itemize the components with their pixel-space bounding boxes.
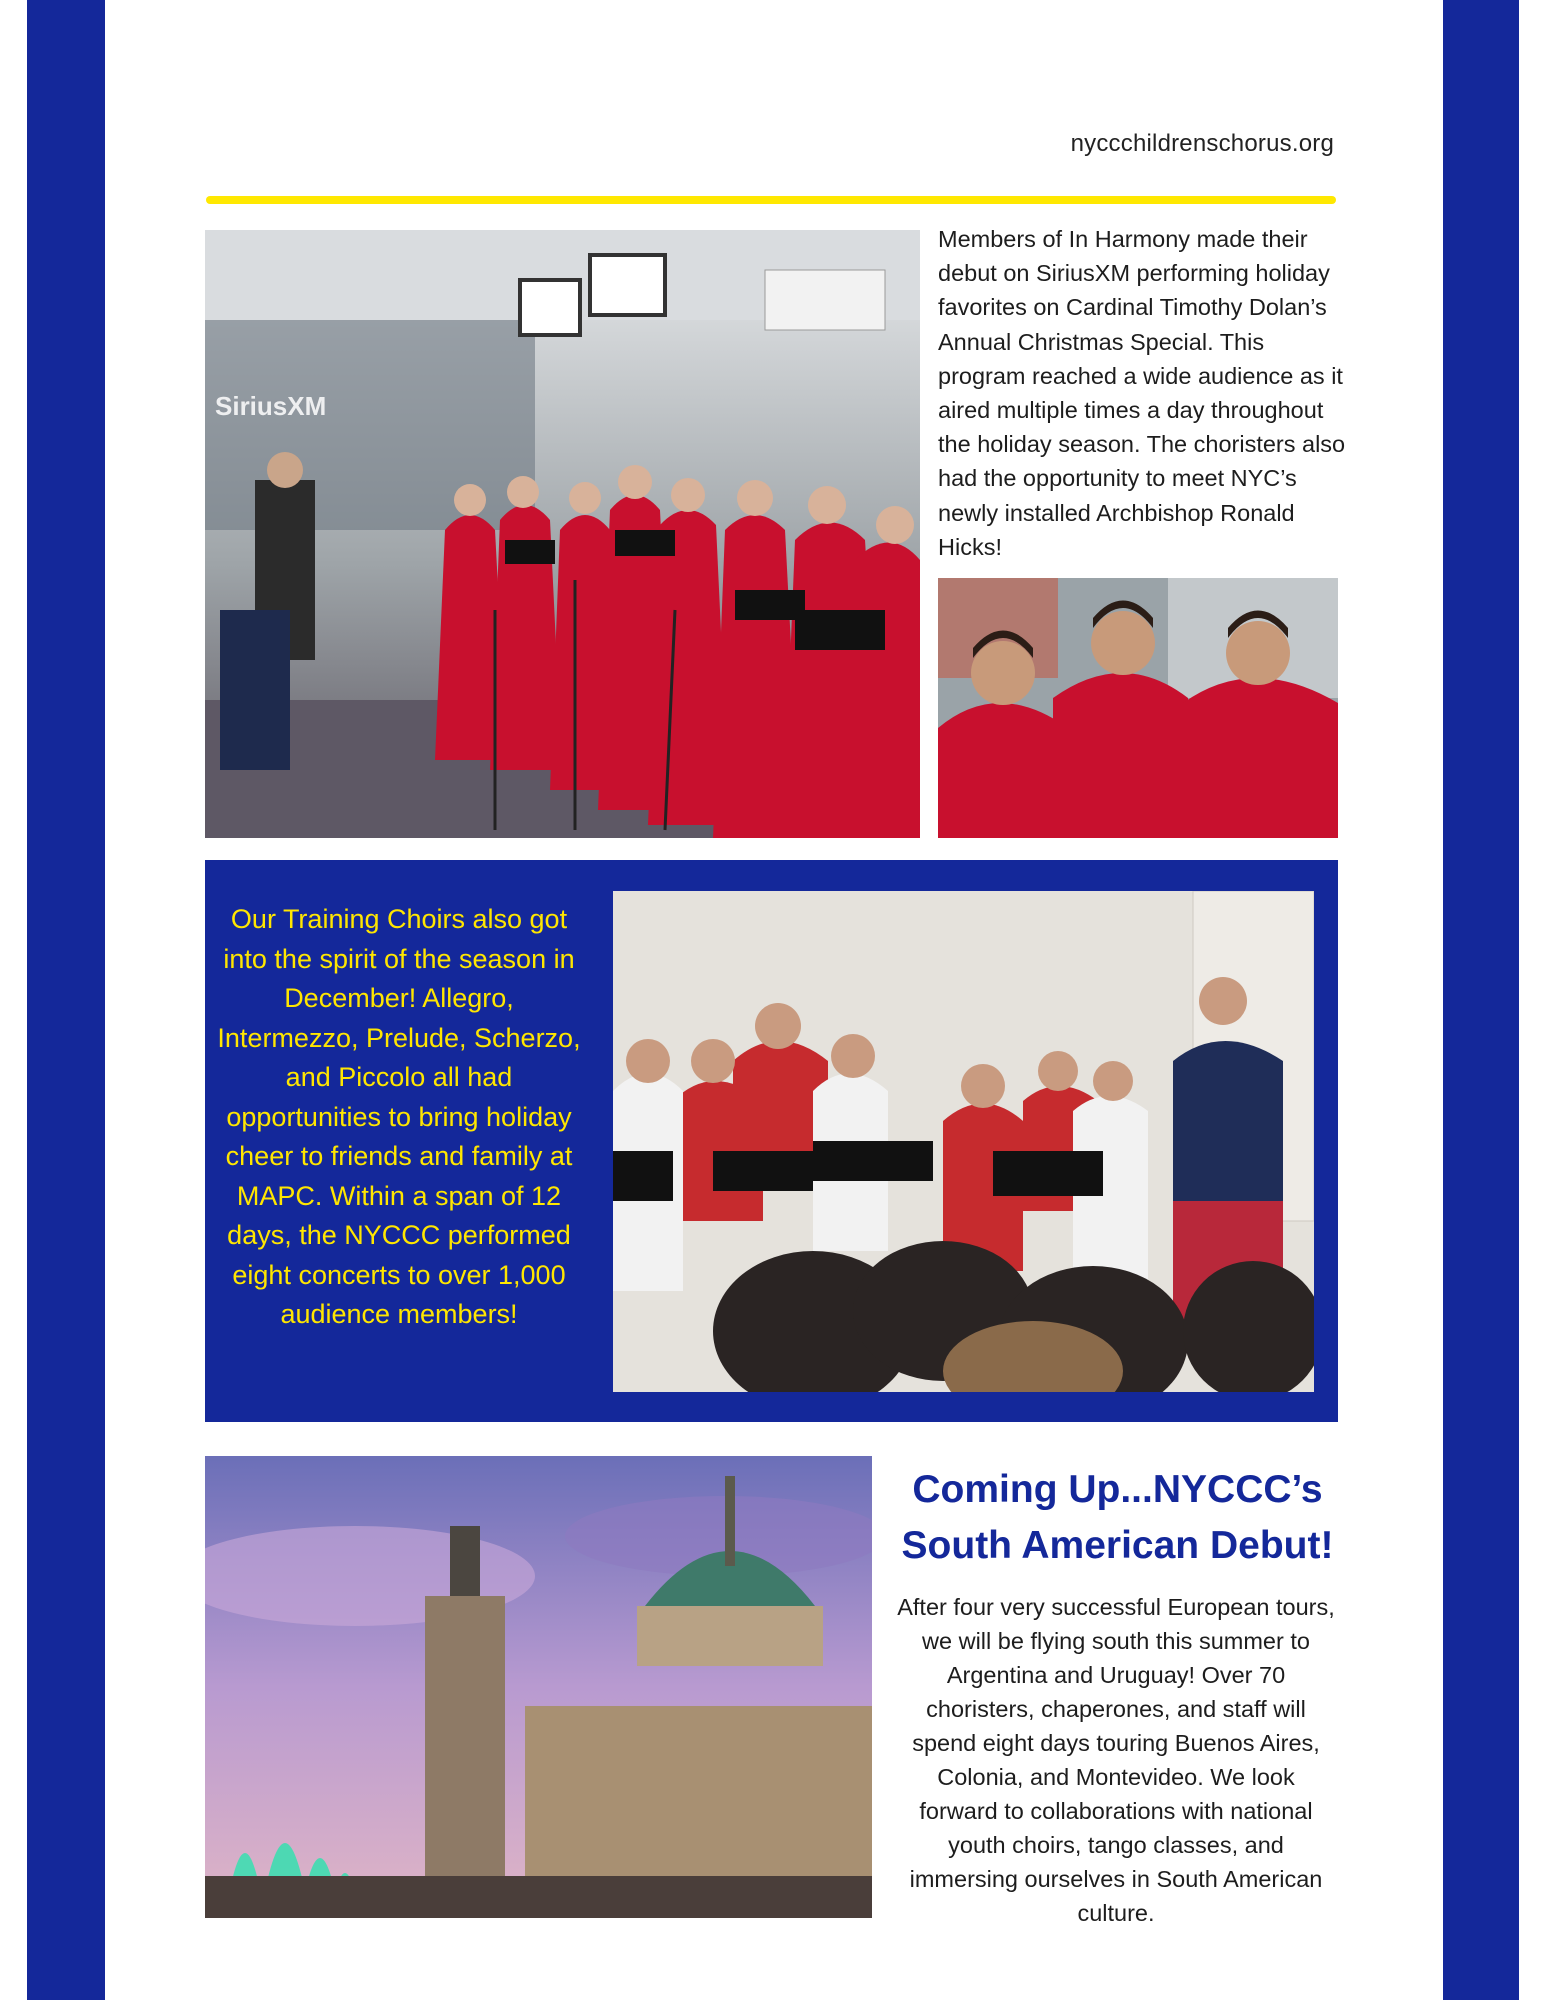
siriusxm-paragraph: Members of In Harmony made their debut on SiriusXM performing holiday favorites on Cardinal Timothy Dolan’s Annual Christmas Special. This program reached a wide audience as it aired multiple times a day throughout the holiday season. The choristers also had the opportunity to meet NYC’s newly installed Archbishop Ronald Hicks! [938, 226, 1346, 560]
coming-up-paragraph: After four very successful European tours, we will be flying south this summer to Argentina and Uruguay! Over 70 choristers, chaperones, and staff will spend eight days touring Buenos Aires, Colonia, and Montevideo. We look forward to collaborations with national youth choirs, tango classes, and immersing ourselves in South American culture. [897, 1594, 1335, 1926]
yellow-divider [206, 196, 1336, 204]
training-choirs-paragraph: Our Training Choirs also got into the spirit of the season in December! Allegro, Intermezzo, Prelude, Scherzo, and Piccolo all had opportunities to bring holiday cheer to friends and family at MAPC. Within a span of 12 days, the NYCCC performed eight concerts to over 1,000 audience members! [217, 904, 581, 1329]
choristers-portrait-photo [938, 578, 1338, 838]
siriusxm-studio-photo [205, 230, 920, 838]
coming-up-heading: Coming Up...NYCCC’s South American Debut! [901, 1468, 1334, 1567]
studio-sign: SiriusXM [215, 391, 327, 421]
left-border-bar [27, 0, 105, 2000]
buenos-aires-photo [205, 1456, 872, 1918]
right-border-bar [1443, 0, 1519, 2000]
site-url[interactable]: nyccchildrenschorus.org [1070, 130, 1334, 157]
training-choir-photo [613, 891, 1314, 1392]
